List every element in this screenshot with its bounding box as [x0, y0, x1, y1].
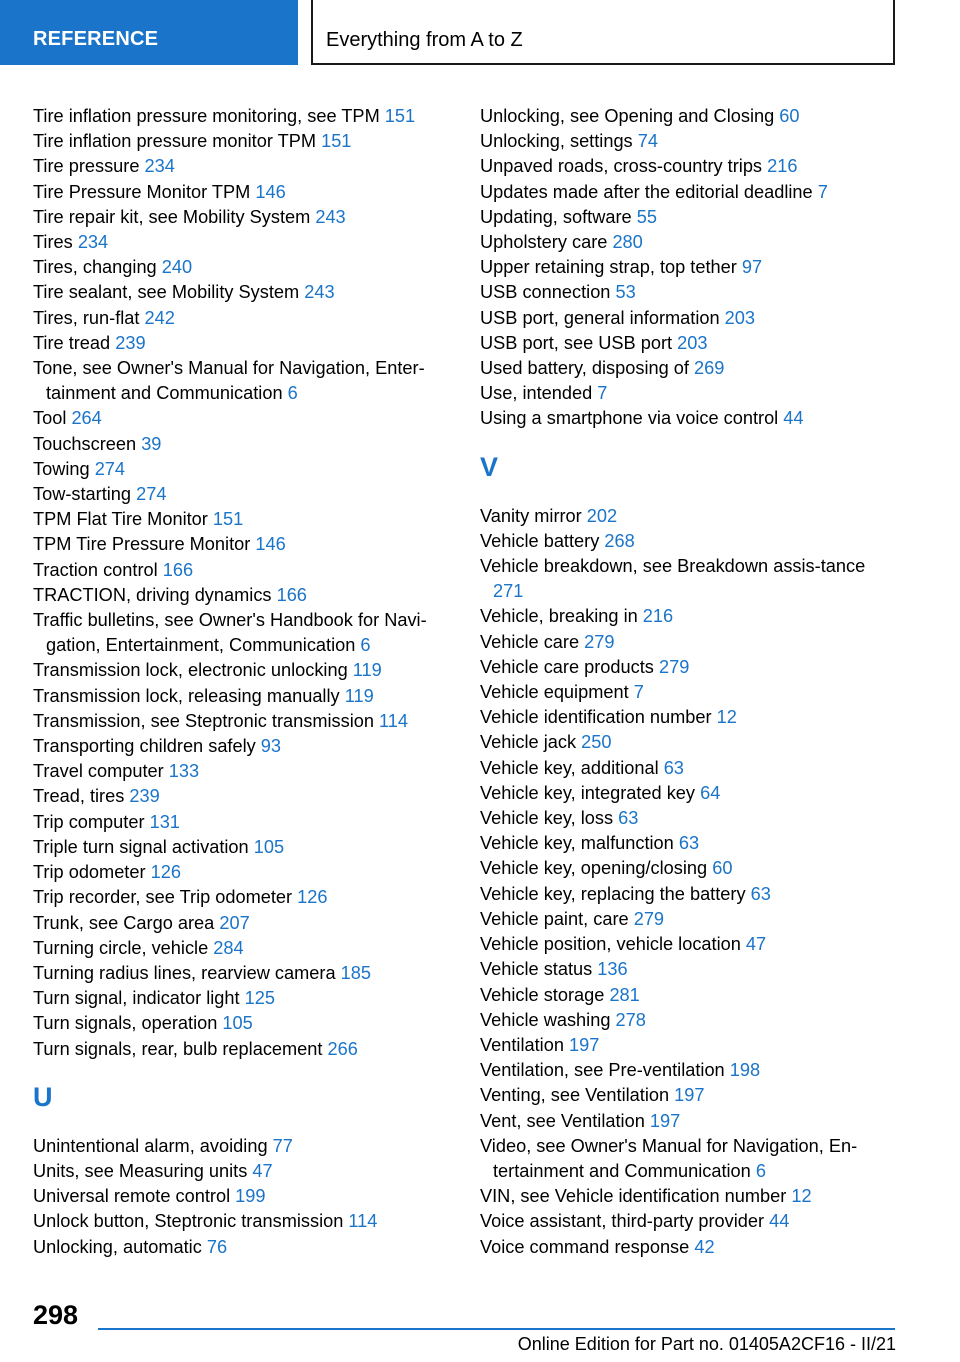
- index-page-link[interactable]: 268: [604, 530, 635, 551]
- index-entry-term: Vehicle key, additional: [480, 757, 659, 778]
- index-entry-term: USB port, see USB port: [480, 332, 673, 353]
- index-page-link[interactable]: 60: [712, 858, 733, 879]
- index-entry-term: Travel computer: [33, 761, 164, 782]
- index-entry: [33, 104, 463, 129]
- index-entry-term: Tire tread: [33, 332, 111, 353]
- index-entry: [480, 907, 900, 932]
- index-entry: [33, 205, 463, 230]
- index-page-link[interactable]: 202: [586, 505, 618, 526]
- index-page-link[interactable]: 240: [161, 257, 193, 278]
- index-entry: [33, 936, 463, 961]
- index-entry: [33, 986, 463, 1011]
- index-entry: [33, 784, 463, 809]
- index-entry-term: Tires, run-flat: [33, 307, 140, 328]
- index-page-link[interactable]: 207: [219, 912, 250, 933]
- index-entry-term: Vanity mirror: [480, 505, 582, 526]
- index-entry-term: Unpaved roads, cross-country trips: [480, 156, 763, 177]
- index-page-link[interactable]: 197: [674, 1085, 705, 1106]
- index-page-link[interactable]: 6: [755, 1160, 766, 1181]
- index-entry: [480, 529, 900, 554]
- index-entry: [33, 658, 463, 683]
- index-page-link[interactable]: 151: [384, 106, 416, 126]
- index-page-link[interactable]: 12: [716, 707, 737, 728]
- index-entry-term: VIN, see Vehicle identification number: [480, 1186, 787, 1207]
- index-entry: [480, 655, 900, 680]
- index-entry: [33, 709, 463, 734]
- index-entry-term: Vehicle jack: [480, 732, 577, 753]
- index-entry: [480, 781, 900, 806]
- index-entry-term: Vehicle care: [480, 631, 580, 652]
- index-entry-term: Unlocking, settings: [480, 131, 633, 152]
- index-entry-term: Venting, see Ventilation: [480, 1085, 670, 1106]
- index-entry: [33, 1037, 463, 1062]
- index-page-link[interactable]: 280: [612, 232, 643, 253]
- index-entry: [480, 957, 900, 982]
- index-page-link[interactable]: 185: [340, 962, 371, 983]
- index-entry: [33, 961, 463, 986]
- index-page-link[interactable]: 63: [750, 883, 771, 904]
- index-page-link[interactable]: 271: [493, 581, 524, 602]
- index-entry-term: Triple turn signal activation: [33, 836, 249, 857]
- index-page-link[interactable]: 119: [344, 685, 374, 706]
- index-page-link[interactable]: 239: [129, 786, 160, 807]
- index-entry: [33, 230, 463, 255]
- index-entry-term: Used battery, disposing of: [480, 358, 689, 379]
- index-entry-term: Updates made after the editorial deadline: [480, 181, 813, 202]
- index-page-link[interactable]: 250: [581, 732, 612, 753]
- index-page-link[interactable]: 197: [649, 1110, 681, 1131]
- index-entry-term: Tread, tires: [33, 786, 125, 807]
- index-entry-term: Vehicle key, malfunction: [480, 833, 674, 854]
- index-entry: [480, 806, 900, 831]
- index-entry-term: Traffic bulletins, see Owner's Handbook for Navi‐gation, Entertainment, Communication: [33, 610, 427, 656]
- index-entry: [33, 860, 463, 885]
- index-entry-term: USB port, general information: [480, 307, 720, 328]
- index-entry-term: Tire sealant, see Mobility System: [33, 282, 300, 303]
- index-entry: [480, 1209, 900, 1234]
- index-entry-term: Unintentional alarm, avoiding: [33, 1135, 268, 1156]
- index-entry-term: Video, see Owner's Manual for Navigation, En‐tertainment and Communication: [480, 1135, 858, 1181]
- index-entry-term: Turn signals, operation: [33, 1013, 218, 1034]
- index-page-link[interactable]: 234: [144, 156, 175, 177]
- index-page-link[interactable]: 126: [150, 862, 181, 883]
- index-entry: [33, 885, 463, 910]
- index-entry-term: Trip recorder, see Trip odometer: [33, 887, 293, 908]
- index-page-link[interactable]: 105: [253, 836, 285, 857]
- index-entry: [33, 1209, 463, 1234]
- index-entry-term: Turning circle, vehicle: [33, 937, 209, 958]
- index-entry: [33, 507, 463, 532]
- index-entry-term: Vehicle breakdown, see Breakdown assis‐tance: [480, 556, 866, 577]
- index-entry: [480, 504, 900, 529]
- header-title-box: [311, 0, 895, 65]
- index-entry: [480, 1134, 900, 1184]
- index-entry-term: Tires, changing: [33, 257, 157, 278]
- index-entry: [33, 331, 463, 356]
- index-page-link[interactable]: 269: [694, 358, 725, 379]
- index-entry: [480, 406, 900, 431]
- index-entry-term: Tires: [33, 232, 73, 253]
- index-entry: [480, 104, 900, 129]
- index-page-link[interactable]: 278: [615, 1009, 646, 1030]
- index-entry-term: Vehicle key, opening/closing: [480, 858, 708, 879]
- index-entry: [480, 306, 900, 331]
- index-entry: [480, 1109, 900, 1134]
- index-entry-term: Vehicle identification number: [480, 707, 712, 728]
- index-entry: [480, 1235, 900, 1260]
- index-page-link[interactable]: 203: [677, 332, 708, 353]
- index-entry-term: Upper retaining strap, top tether: [480, 257, 737, 278]
- index-entry: [480, 882, 900, 907]
- index-entry-term: Trunk, see Cargo area: [33, 912, 215, 933]
- index-page-link[interactable]: 216: [642, 606, 674, 627]
- index-page-link[interactable]: 243: [304, 282, 335, 303]
- index-page-link[interactable]: 203: [724, 307, 756, 328]
- index-entry: [33, 1235, 463, 1260]
- index-entry-term: Vehicle paint, care: [480, 908, 629, 929]
- index-entry: [33, 810, 463, 835]
- index-entry-term: Transporting children safely: [33, 736, 256, 757]
- index-entry: [480, 856, 900, 881]
- index-page-link[interactable]: 7: [633, 682, 644, 703]
- index-entry-term: Tone, see Owner's Manual for Navigation, Enter‐tainment and Communication: [33, 358, 425, 404]
- index-page-link[interactable]: 279: [658, 656, 690, 677]
- index-entry-term: TRACTION, driving dynamics: [33, 584, 272, 605]
- index-entry: [33, 558, 463, 583]
- index-page-link[interactable]: 242: [144, 307, 175, 328]
- index-entry: [480, 1033, 900, 1058]
- index-page-link[interactable]: 114: [348, 1211, 378, 1232]
- index-page-link[interactable]: 7: [817, 181, 828, 202]
- index-entry-term: Unlocking, see Opening and Closing: [480, 106, 775, 126]
- index-page-link[interactable]: 119: [352, 660, 382, 681]
- index-entry: [33, 583, 463, 608]
- index-page-link[interactable]: 42: [694, 1236, 715, 1257]
- index-page-link[interactable]: 197: [569, 1034, 600, 1055]
- index-page-link[interactable]: 136: [597, 959, 628, 980]
- index-entry: [480, 983, 900, 1008]
- index-entry: [480, 1058, 900, 1083]
- index-entry-term: Tool: [33, 408, 67, 429]
- index-page-link[interactable]: 97: [741, 257, 763, 278]
- index-entry: [480, 554, 900, 604]
- index-entry-term: Vehicle care products: [480, 656, 654, 677]
- section-tab: [0, 0, 298, 65]
- index-page-link[interactable]: 264: [71, 408, 102, 429]
- index-entry-term: Vehicle key, integrated key: [480, 782, 696, 803]
- index-entry: [480, 331, 900, 356]
- index-entry: [480, 356, 900, 381]
- index-entry-term: Use, intended: [480, 383, 593, 404]
- index-page-link[interactable]: 39: [141, 433, 162, 454]
- index-entry: [33, 457, 463, 482]
- index-entry-term: Turn signal, indicator light: [33, 988, 240, 1009]
- index-entry-term: Ventilation, see Pre-ventilation: [480, 1060, 725, 1081]
- index-page-link[interactable]: 126: [297, 887, 328, 908]
- index-entry-term: Transmission lock, electronic unlocking: [33, 660, 348, 681]
- index-entry: [480, 630, 900, 655]
- index-entry: [480, 604, 900, 629]
- index-entry-term: Vent, see Ventilation: [480, 1110, 645, 1131]
- index-page-link[interactable]: 151: [212, 509, 244, 530]
- index-entry-term: Tire inflation pressure monitoring, see TPM: [33, 106, 380, 126]
- index-entry: [480, 1008, 900, 1033]
- index-page-link[interactable]: 216: [767, 156, 798, 177]
- index-entry-term: Transmission lock, releasing manually: [33, 685, 340, 706]
- index-page-link[interactable]: 239: [115, 332, 146, 353]
- index-page-link[interactable]: 274: [136, 484, 167, 505]
- index-page-link[interactable]: 47: [745, 934, 767, 955]
- index-entry-term: Tire repair kit, see Mobility System: [33, 206, 311, 227]
- index-entry-term: Touchscreen: [33, 433, 137, 454]
- index-entry-term: Traction control: [33, 559, 158, 580]
- index-page-link[interactable]: 76: [206, 1236, 228, 1257]
- index-entry-term: Voice command response: [480, 1236, 690, 1257]
- index-page-link[interactable]: 131: [149, 811, 180, 832]
- index-page-link[interactable]: 63: [678, 833, 700, 854]
- index-entry: [480, 154, 900, 179]
- footer-divider: [98, 1328, 895, 1330]
- index-entry: [33, 129, 463, 154]
- index-entry-term: Voice assistant, third-party provider: [480, 1211, 765, 1232]
- index-page-link[interactable]: 146: [255, 534, 286, 555]
- index-page-link[interactable]: 47: [252, 1160, 273, 1181]
- index-column-left: [33, 104, 463, 1260]
- index-entry: [480, 680, 900, 705]
- index-entry-term: Universal remote control: [33, 1186, 231, 1207]
- footer-edition: Online Edition for Part no. 01405A2CF16 - II/21: [517, 1334, 896, 1354]
- index-entry: [480, 831, 900, 856]
- index-entry: [33, 1011, 463, 1036]
- index-column-right: [480, 104, 900, 1260]
- index-entry: [480, 705, 900, 730]
- index-page-link[interactable]: 114: [379, 710, 409, 731]
- index-entry: [33, 306, 463, 331]
- index-entry: [480, 180, 900, 205]
- index-page-link[interactable]: 74: [637, 131, 658, 152]
- index-page-link[interactable]: 12: [791, 1186, 812, 1207]
- index-entry-term: Vehicle, breaking in: [480, 606, 638, 627]
- index-entry-term: Using a smartphone via voice control: [480, 408, 779, 429]
- index-entry-term: Vehicle battery: [480, 530, 600, 551]
- index-page-link[interactable]: 284: [213, 937, 244, 958]
- index-entry: [480, 1184, 900, 1209]
- index-entry-term: TPM Tire Pressure Monitor: [33, 534, 251, 555]
- index-page-link[interactable]: 234: [77, 232, 109, 253]
- index-page-link[interactable]: 243: [315, 206, 346, 227]
- index-entry-term: Vehicle washing: [480, 1009, 611, 1030]
- index-entry-term: Vehicle key, loss: [480, 808, 614, 829]
- index-entry: [33, 406, 463, 431]
- index-page-link[interactable]: 53: [615, 282, 636, 303]
- index-entry: [33, 759, 463, 784]
- index-entry-term: Unlock button, Steptronic transmission: [33, 1211, 344, 1232]
- index-page-link[interactable]: 133: [168, 761, 200, 782]
- index-entry-term: Vehicle position, vehicle location: [480, 934, 741, 955]
- index-entry: [33, 280, 463, 305]
- index-entry: [33, 1159, 463, 1184]
- index-page-link[interactable]: 63: [663, 757, 684, 778]
- index-entry: [33, 734, 463, 759]
- index-page-link[interactable]: 279: [633, 908, 665, 929]
- index-page-link[interactable]: 63: [618, 808, 639, 829]
- index-entry-term: Vehicle storage: [480, 984, 605, 1005]
- index-entry-term: Unlocking, automatic: [33, 1236, 202, 1257]
- index-letter-heading: V: [480, 451, 499, 482]
- index-entry: [480, 756, 900, 781]
- index-entry-term: Tire pressure: [33, 156, 140, 177]
- index-entry: [33, 482, 463, 507]
- index-page-link[interactable]: 199: [235, 1186, 266, 1207]
- index-page-link[interactable]: 166: [162, 559, 194, 580]
- index-entry: [33, 608, 463, 658]
- index-page-link[interactable]: 125: [244, 988, 275, 1009]
- index-entry-term: Ventilation: [480, 1034, 564, 1055]
- index-entry: [33, 911, 463, 936]
- index-page-link[interactable]: 77: [272, 1135, 293, 1156]
- index-entry-term: TPM Flat Tire Monitor: [33, 509, 208, 530]
- index-entry-term: Tire inflation pressure monitor TPM: [33, 131, 317, 152]
- index-entry: [33, 532, 463, 557]
- section-label: REFERENCE: [33, 28, 159, 50]
- index-entry-term: Tire Pressure Monitor TPM: [33, 181, 251, 202]
- index-page-link[interactable]: 44: [769, 1211, 790, 1232]
- index-entry-term: Vehicle key, replacing the battery: [480, 883, 746, 904]
- index-entry-term: Upholstery care: [480, 232, 608, 253]
- index-page-link[interactable]: 266: [327, 1038, 358, 1059]
- index-entry: [480, 205, 900, 230]
- index-page-link[interactable]: 6: [360, 635, 371, 656]
- index-entry-term: Updating, software: [480, 206, 632, 227]
- index-entry: [33, 1134, 463, 1159]
- index-page-link[interactable]: 166: [276, 584, 307, 605]
- index-page-link[interactable]: 279: [584, 631, 615, 652]
- page-number: 298: [33, 1300, 79, 1330]
- index-entry: [33, 1184, 463, 1209]
- index-page-link[interactable]: 60: [779, 106, 800, 126]
- index-page-link[interactable]: 281: [609, 984, 640, 1005]
- index-entry: [480, 381, 900, 406]
- index-entry: [480, 1083, 900, 1108]
- index-entry-term: Tow-starting: [33, 484, 132, 505]
- index-page-link[interactable]: 105: [222, 1013, 253, 1034]
- index-page-link[interactable]: 93: [260, 736, 282, 757]
- index-entry: [480, 129, 900, 154]
- index-entry-term: Turn signals, rear, bulb replacement: [33, 1038, 323, 1059]
- index-entry: [33, 180, 463, 205]
- index-entry: [33, 356, 463, 406]
- index-entry: [33, 835, 463, 860]
- index-entry: [480, 730, 900, 755]
- index-entry: [480, 932, 900, 957]
- index-page-link[interactable]: 146: [255, 181, 286, 202]
- index-entry-term: Vehicle status: [480, 959, 593, 980]
- index-entry-term: Transmission, see Steptronic transmission: [33, 710, 374, 731]
- index-entry-term: USB connection: [480, 282, 611, 303]
- index-entry-term: Turning radius lines, rearview camera: [33, 962, 336, 983]
- index-page-link[interactable]: 55: [636, 206, 657, 227]
- index-entry: [480, 230, 900, 255]
- index-entry: [480, 280, 900, 305]
- index-entry-term: Trip odometer: [33, 862, 146, 883]
- index-page-link[interactable]: 274: [94, 458, 126, 479]
- index-letter-heading: U: [33, 1081, 53, 1112]
- index-entry-term: Units, see Measuring units: [33, 1160, 248, 1181]
- index-page-link[interactable]: 44: [783, 408, 804, 429]
- index-entry-term: Trip computer: [33, 811, 145, 832]
- index-entry: [480, 255, 900, 280]
- index-entry: [33, 684, 463, 709]
- index-entry: [33, 154, 463, 179]
- page-title: Everything from A to Z: [326, 29, 523, 51]
- index-page-link[interactable]: 6: [287, 383, 298, 404]
- index-entry: [33, 432, 463, 457]
- index-entry-term: Towing: [33, 458, 90, 479]
- index-page-link[interactable]: 198: [729, 1060, 761, 1081]
- index-entry-term: Vehicle equipment: [480, 682, 629, 703]
- index-page-link[interactable]: 7: [597, 383, 608, 404]
- index-page-link[interactable]: 151: [321, 131, 352, 152]
- index-entry: [33, 255, 463, 280]
- index-page-link[interactable]: 64: [700, 782, 721, 803]
